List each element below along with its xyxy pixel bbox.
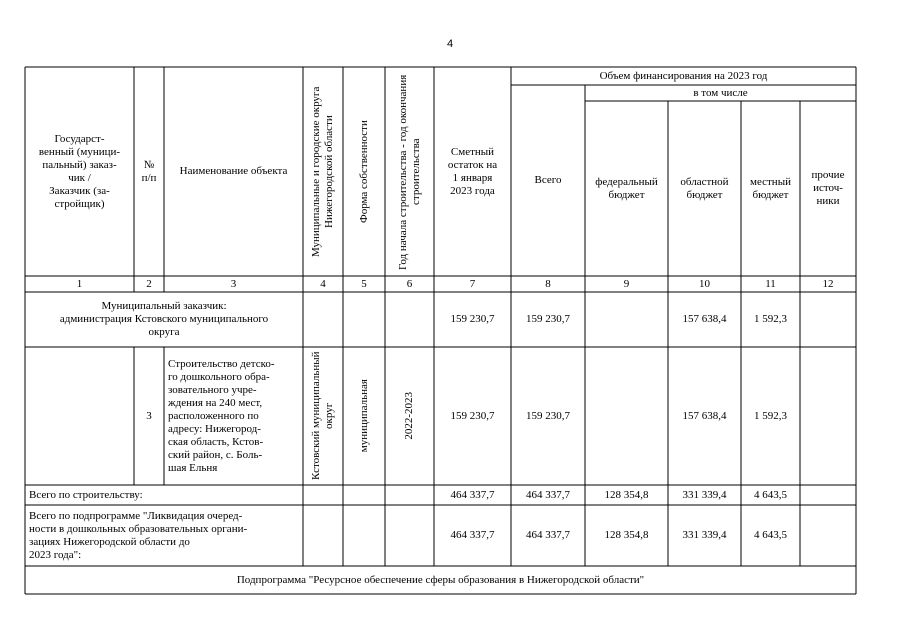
col-number-11: 11 — [765, 277, 776, 290]
header-total: Всего — [534, 174, 562, 186]
object-total: 159 230,7 — [526, 409, 570, 422]
subprogram-total-federal: 128 354,8 — [604, 529, 649, 541]
customer-estimated: 159 230,7 — [450, 313, 495, 325]
col-number-2: 2 — [146, 277, 152, 290]
header-other: прочие источ- ники — [811, 169, 845, 207]
header-ownership — [343, 67, 385, 276]
construction-total-federal: 128 354,8 — [604, 488, 649, 501]
col-number-1: 1 — [76, 277, 83, 290]
construction-total-total: 464 337,7 — [526, 488, 570, 501]
object-local: 1 592,3 — [754, 409, 787, 422]
page-number: 4 — [447, 38, 454, 50]
object-years-text: 2022-2023 — [403, 392, 415, 440]
subprogram-total-total: 464 337,7 — [526, 529, 570, 541]
object-ownership-text: муниципальная — [357, 379, 370, 453]
col-number-8: 8 — [545, 277, 551, 290]
object-regional: 157 638,4 — [682, 409, 727, 422]
col-number-4: 4 — [320, 277, 326, 290]
col-number-3: 3 — [230, 277, 237, 290]
col-number-12: 12 — [822, 277, 834, 290]
object-ownership — [343, 347, 385, 485]
header-districts — [303, 67, 343, 276]
header-number: № п/п — [141, 158, 157, 184]
header-districts-text: Муниципальные и городские округа Нижегородской области — [310, 86, 335, 257]
object-name: Строительство детско- го дошкольного обра- зовательного учре- ждения на 240 мест, расположенного по адресу: Нижегород- ская область, Кстов- ский район, с. Боль- шая Ельня — [168, 357, 275, 474]
header-funding-group: Объем финансирования на 2023 год — [599, 69, 768, 82]
construction-total-label: Всего по строительству: — [29, 488, 143, 501]
header-estimated-balance: Сметный остаток на 1 января 2023 года — [447, 145, 498, 197]
subprogram-total-label: Всего по подпрограмме "Ликвидация очеред- ности в дошкольных образовательных органи- зациях Нижегородской области до 2023 года": — [29, 509, 248, 561]
subprogram-title: Подпрограмма "Ресурсное обеспечение сферы образования в Нижегородской области" — [236, 573, 645, 586]
object-number: 3 — [146, 409, 152, 422]
customer-total: 159 230,7 — [526, 313, 570, 325]
subprogram-total-local: 4 643,5 — [754, 529, 787, 541]
col-number-7: 7 — [469, 277, 476, 290]
header-federal: федеральный бюджет — [595, 175, 658, 201]
col-number-10: 10 — [699, 277, 710, 290]
header-ownership-text: Форма собственности — [357, 120, 370, 223]
header-local: местный бюджет — [750, 175, 791, 201]
customer-regional: 157 638,4 — [682, 313, 727, 325]
header-years — [385, 67, 434, 276]
header-years-text: Год начала строительства - год окончания строительства — [396, 73, 422, 270]
col-number-5: 5 — [361, 277, 367, 290]
customer-label: Муниципальный заказчик: администрация Кстовского муниципального округа — [59, 300, 269, 338]
construction-total-local: 4 643,5 — [754, 488, 787, 501]
header-object-name: Наименование объекта — [179, 165, 288, 177]
customer-local: 1 592,3 — [754, 313, 787, 325]
col-number-6: 6 — [406, 277, 413, 290]
object-district-text: Кстовский муниципальный округ — [310, 351, 335, 481]
subprogram-total-regional: 331 339,4 — [682, 529, 727, 541]
object-estimated: 159 230,7 — [450, 409, 495, 422]
header-including: в том числе — [693, 86, 748, 99]
construction-total-regional: 331 339,4 — [682, 488, 727, 501]
header-customer: Государст- венный (муници- пальный) заказ- чик / Заказчик (за- стройщик) — [38, 132, 121, 210]
construction-total-estimated: 464 337,7 — [450, 488, 495, 501]
object-years — [385, 347, 434, 485]
col-number-9: 9 — [623, 277, 630, 290]
header-regional: областной бюджет — [680, 175, 729, 201]
object-district — [303, 347, 343, 485]
subprogram-total-estimated: 464 337,7 — [450, 529, 495, 541]
